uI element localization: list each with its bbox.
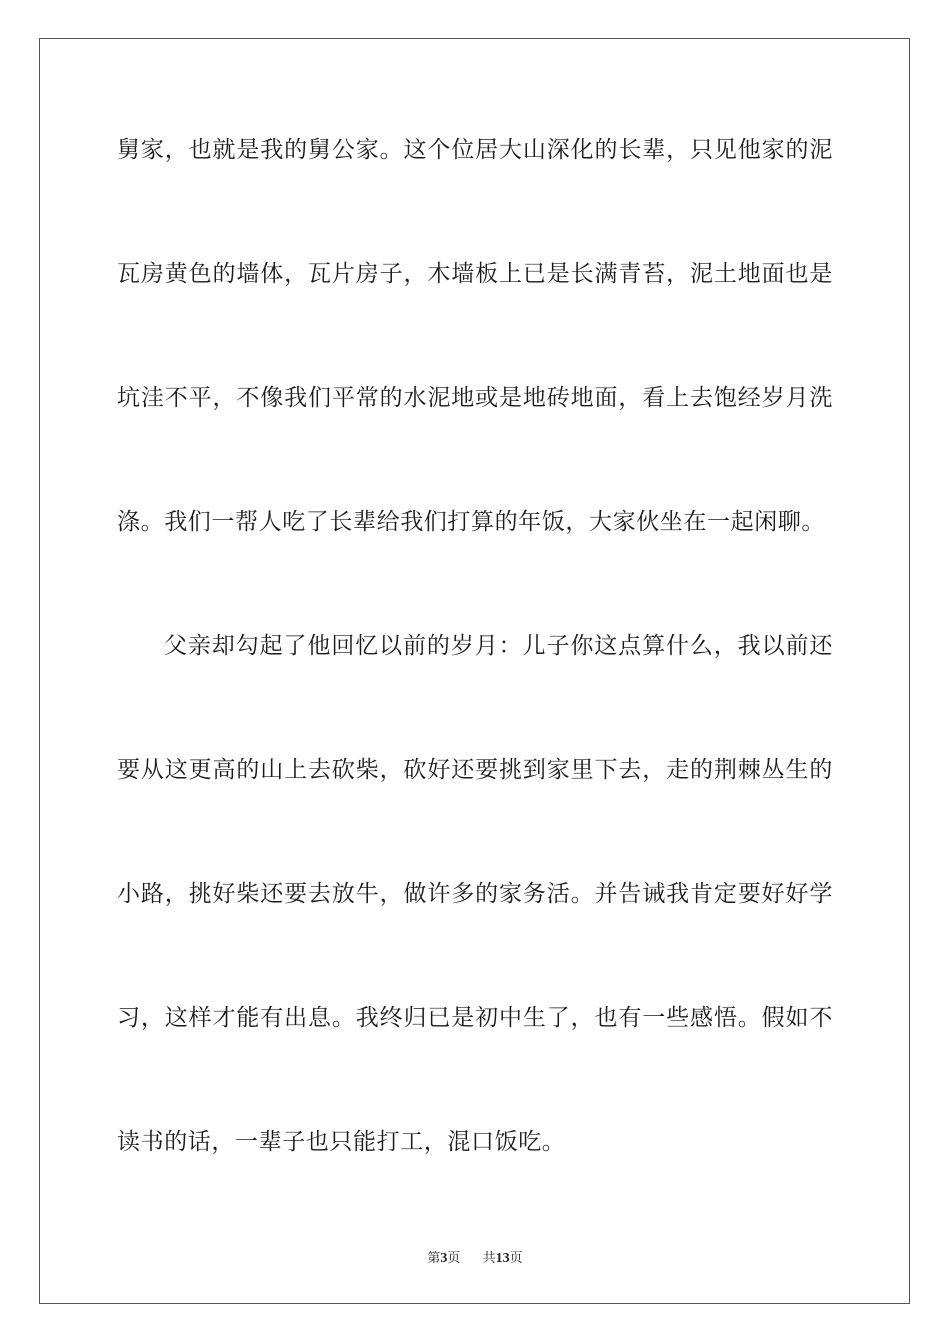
text-line: 瓦房黄色的墙体，瓦片房子，木墙板上已是长满青苔，泥土地面也是	[117, 261, 833, 287]
page-number: 3	[440, 1251, 448, 1266]
total-suffix: 页	[509, 1251, 523, 1266]
page-prefix: 第	[427, 1251, 441, 1266]
text-line: 坑洼不平，不像我们平常的水泥地或是地砖地面，看上去饱经岁月洗	[117, 385, 833, 411]
page-border	[39, 38, 910, 1304]
text-line: 读书的话，一辈子也只能打工，混口饭吃。	[117, 1129, 566, 1155]
text-line: 习，这样才能有出息。我终归已是初中生了，也有一些感悟。假如不	[117, 1005, 833, 1031]
text-line: 涤。我们一帮人吃了长辈给我们打算的年饭，大家伙坐在一起闲聊。	[117, 509, 825, 535]
text-line: 舅家，也就是我的舅公家。这个位居大山深化的长辈，只见他家的泥	[117, 137, 833, 163]
total-pages: 13	[495, 1251, 510, 1266]
total-prefix: 共	[482, 1251, 496, 1266]
text-line: 父亲却勾起了他回忆以前的岁月：儿子你这点算什么，我以前还	[164, 633, 833, 659]
text-line: 要从这更高的山上去砍柴，砍好还要挑到家里下去，走的荆棘丛生的	[117, 757, 833, 783]
page-footer	[0, 1247, 950, 1267]
page-suffix: 页	[447, 1251, 461, 1266]
text-line: 小路，挑好柴还要去放牛，做许多的家务活。并告诫我肯定要好好学	[117, 881, 833, 907]
